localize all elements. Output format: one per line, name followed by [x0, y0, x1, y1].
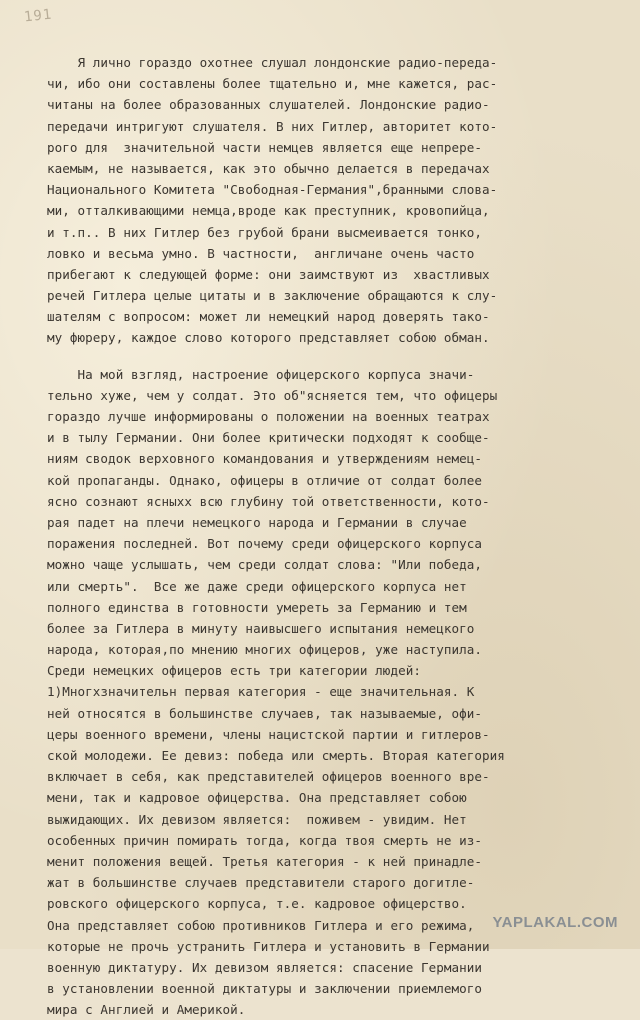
text-line: народа, которая,по мнению многих офицеров, уже наступила.: [47, 642, 483, 658]
text-line: включает в себя, как представителей офицеров военного вре-: [47, 769, 490, 785]
text-line: Среди немецких офицеров есть три категории людей:: [47, 663, 421, 679]
text-line: которые не прочь устранить Гитлера и установить в Германии: [47, 938, 490, 954]
text-line: чи, ибо они составлены более тщательно и, мне кажется, рас-: [47, 76, 498, 92]
text-line: менит положения вещей. Третья категория - к ней принадле-: [47, 853, 483, 869]
text-line: ской молодежи. Ее девиз: победа или смерть. Вторая категория: [47, 748, 505, 763]
text-line: 1)Многхзначительн первая категория - еще значительная. К: [47, 684, 475, 700]
text-line: в установлении военной диктатуры и заключении приемлемого: [47, 981, 483, 997]
text-line: ровского офицерского корпуса, т.е. кадровое офицерство.: [47, 896, 467, 912]
text-line: На мой взгляд, настроение офицерского корпуса значи-: [47, 366, 475, 382]
text-line: военную диктатуру. Их девизом является: спасение Германии: [47, 959, 483, 975]
text-line: прибегают к следующей форме: они заимствуют из хвастливых: [47, 266, 490, 282]
text-line: полного единства в готовности умереть за Германию и тем: [47, 599, 467, 615]
text-line: ниям сводок верховного командования и утверждениям немец-: [47, 451, 483, 467]
text-line: речей Гитлера целые цитаты и в заключение обращаются к слу-: [47, 288, 498, 304]
text-line: тельно хуже, чем у солдат. Это об"ясняется тем, что офицеры: [47, 387, 498, 403]
text-line: можно чаще услышать, чем среди солдат слова: "Или победа,: [47, 557, 483, 573]
text-line: каемым, не называется, как это обычно делается в передачах: [47, 160, 490, 176]
text-line: рого для значительной части немцев является еще непрере-: [47, 139, 483, 155]
text-line: жат в большинстве случаев представители старого догитле-: [47, 875, 475, 891]
page-number-mark: 191: [23, 6, 54, 26]
typewritten-text: [47, 52, 627, 1020]
text-line: особенных причин помирать тогда, когда твоя смерть не из-: [47, 832, 483, 848]
text-line: кой пропаганды. Однако, офицеры в отличие от солдат более: [47, 472, 483, 488]
text-line: гораздо лучше информированы о положении на военных театрах: [47, 409, 490, 424]
text-line: шателям с вопросом: может ли немецкий народ доверять тако-: [47, 309, 490, 325]
text-line: Она представляет собою противников Гитлера и его режима,: [47, 917, 475, 933]
text-line: ловко и весьма умно. В частности, англичане очень часто: [47, 245, 475, 261]
text-line: передачи интригуют слушателя. В них Гитлер, авторитет кото-: [47, 118, 498, 134]
text-line: ней относятся в большинстве случаев, так называемые, офи-: [47, 705, 483, 721]
paragraph-gap: [47, 349, 627, 364]
text-line: рая падет на плечи немецкого народа и Германии в случае: [47, 514, 467, 530]
text-line: мира с Англией и Америкой.: [47, 1002, 246, 1018]
watermark: YAPLAKAL.COM: [492, 914, 618, 931]
text-line: ми, отталкивающими немца,вроде как преступник, кровопийца,: [47, 203, 490, 219]
text-line: выжидающих. Их девизом является: поживем - увидим. Нет: [47, 811, 467, 827]
text-line: и т.п.. В них Гитлер без грубой брани высмеивается тонко,: [47, 224, 483, 240]
text-line: ясно сознают ясныхх всю глубину той ответственности, кото-: [47, 493, 490, 509]
text-line: более за Гитлера в минуту наивысшего испытания немецкого: [47, 620, 475, 636]
text-line: поражения последней. Вот почему среди офицерского корпуса: [47, 536, 483, 552]
text-line: церы военного времени, члены нацистской партии и гитлеров-: [47, 726, 490, 742]
text-line: му фюреру, каждое слово которого представляет собою обман.: [47, 330, 490, 346]
text-line: и в тылу Германии. Они более критически подходят к сообще-: [47, 430, 490, 446]
text-line: Национального Комитета "Свободная-Германия",бранными слова-: [47, 182, 498, 198]
text-line: читаны на более образованных слушателей. Лондонские радио-: [47, 97, 490, 113]
text-line: мени, так и кадровое офицерства. Она представляет собою: [47, 790, 467, 806]
text-line: Я лично гораздо охотнее слушал лондонские радио-переда-: [47, 55, 498, 70]
text-line: или смерть". Все же даже среди офицерского корпуса нет: [47, 578, 467, 594]
